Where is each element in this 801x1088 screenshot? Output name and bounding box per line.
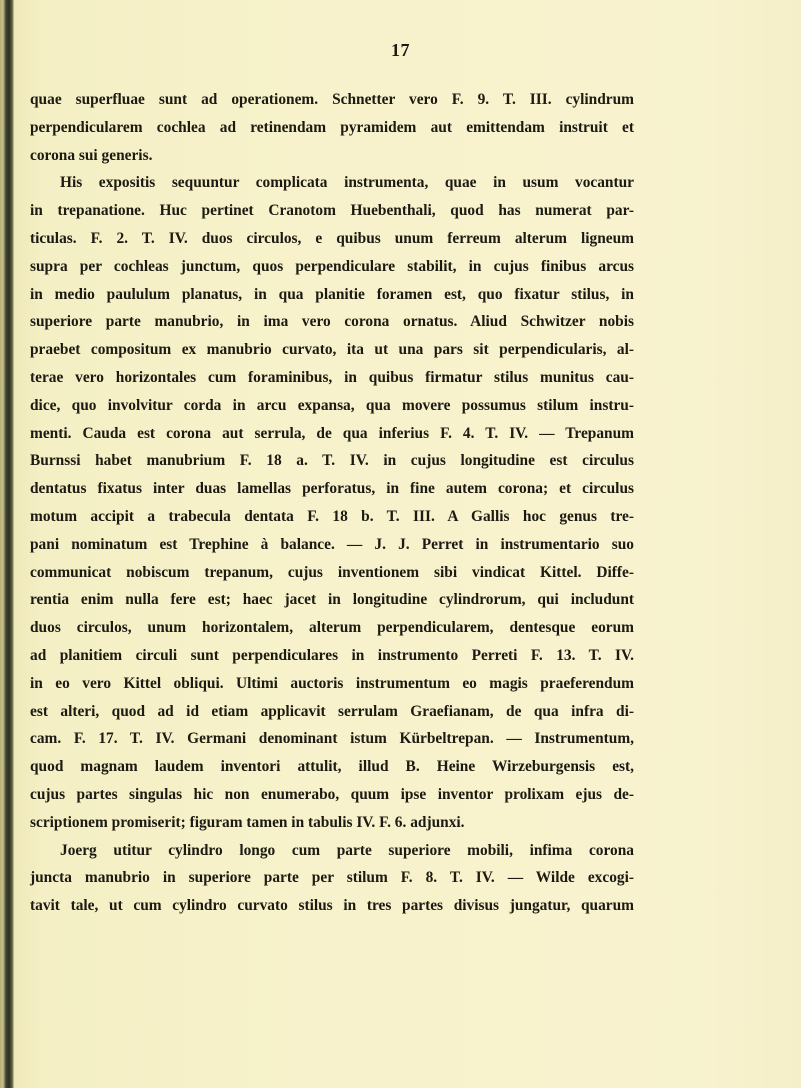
text-line: menti. Cauda est corona aut serrula, de qua inferius F. 4. T. IV. — Trepanum xyxy=(30,424,634,442)
text-line: ticulas. F. 2. T. IV. duos circulos, e quibus unum ferreum alterum ligneum xyxy=(30,229,634,247)
text-line: in eo vero Kittel obliqui. Ultimi auctoris instrumentum eo magis praeferendum xyxy=(30,674,634,692)
text-line: communicat nobiscum trepanum, cujus inventionem sibi vindicat Kittel. Diffe- xyxy=(30,563,634,581)
paragraph xyxy=(30,837,634,920)
text-line: quod magnam laudem inventori attulit, illud B. Heine Wirzeburgensis est, xyxy=(30,758,634,776)
text-line: Burnssi habet manubrium F. 18 a. T. IV. in cujus longitudine est circulus xyxy=(30,452,634,470)
text-line: superiore parte manubrio, in ima vero corona ornatus. Aliud Schwitzer nobis xyxy=(30,313,634,331)
paragraph xyxy=(30,169,634,836)
text-line: quae superfluae sunt ad operationem. Schnetter vero F. 9. T. III. cylindrum xyxy=(30,91,634,108)
text-line: pani nominatum est Trephine à balance. — J. J. Perret in instrumentario suo xyxy=(30,535,634,553)
text-line: corona sui generis. xyxy=(30,146,153,164)
text-line: supra per cochleas junctum, quos perpendiculare stabilit, in cujus finibus arcus xyxy=(30,257,634,275)
text-line: juncta manubrio in superiore parte per stilum F. 8. T. IV. — Wilde excogi- xyxy=(30,869,634,887)
text-line: in medio paululum planatus, in qua planitie foramen est, quo fixatur stilus, in xyxy=(30,285,634,303)
text-line: est alteri, quod ad id etiam applicavit serrulam Graefianam, de qua infra di- xyxy=(30,702,634,720)
text-line: in trepanatione. Huc pertinet Cranotom Huebenthali, quod has numerat par- xyxy=(30,202,634,220)
paragraph xyxy=(30,86,634,169)
text-line: His expositis sequuntur complicata instrumenta, quae in usum vocantur xyxy=(60,174,634,192)
page-number: 17 xyxy=(391,40,410,60)
text-line: duos circulos, unum horizontalem, alterum perpendicularem, dentesque eorum xyxy=(30,619,634,637)
text-line: ad planitiem circuli sunt perpendiculares in instrumento Perreti F. 13. T. IV. xyxy=(30,646,634,664)
text-line: cam. F. 17. T. IV. Germani denominant istum Kürbeltrepan. — Instrumentum, xyxy=(30,730,634,748)
text-line: cujus partes singulas hic non enumerabo, quum ipse inventor prolixam ejus de- xyxy=(30,785,634,803)
text-line: Joerg utitur cylindro longo cum parte superiore mobili, infima corona xyxy=(60,841,634,859)
page-body-text xyxy=(30,86,634,920)
book-binding-edge xyxy=(0,0,14,1088)
text-line: tavit tale, ut cum cylindro curvato stilus in tres partes divisus jungatur, quarum xyxy=(30,897,634,915)
text-line: dice, quo involvitur corda in arcu expansa, qua movere possumus stilum instru- xyxy=(30,396,634,414)
text-line: perpendicularem cochlea ad retinendam pyramidem aut emittendam instruit et xyxy=(30,118,634,136)
text-line: praebet compositum ex manubrio curvato, ita ut una pars sit perpendicularis, al- xyxy=(30,341,634,359)
text-line: terae vero horizontales cum foraminibus, in quibus firmatur stilus munitus cau- xyxy=(30,368,634,386)
text-line: dentatus fixatus inter duas lamellas perforatus, in fine autem corona; et circulus xyxy=(30,480,634,498)
text-line: rentia enim nulla fere est; haec jacet in longitudine cylindrorum, qui includunt xyxy=(30,591,634,609)
text-line: scriptionem promiserit; figuram tamen in tabulis IV. F. 6. adjunxi. xyxy=(30,813,465,831)
text-line: motum accipit a trabecula dentata F. 18 b. T. III. A Gallis hoc genus tre- xyxy=(30,507,634,525)
